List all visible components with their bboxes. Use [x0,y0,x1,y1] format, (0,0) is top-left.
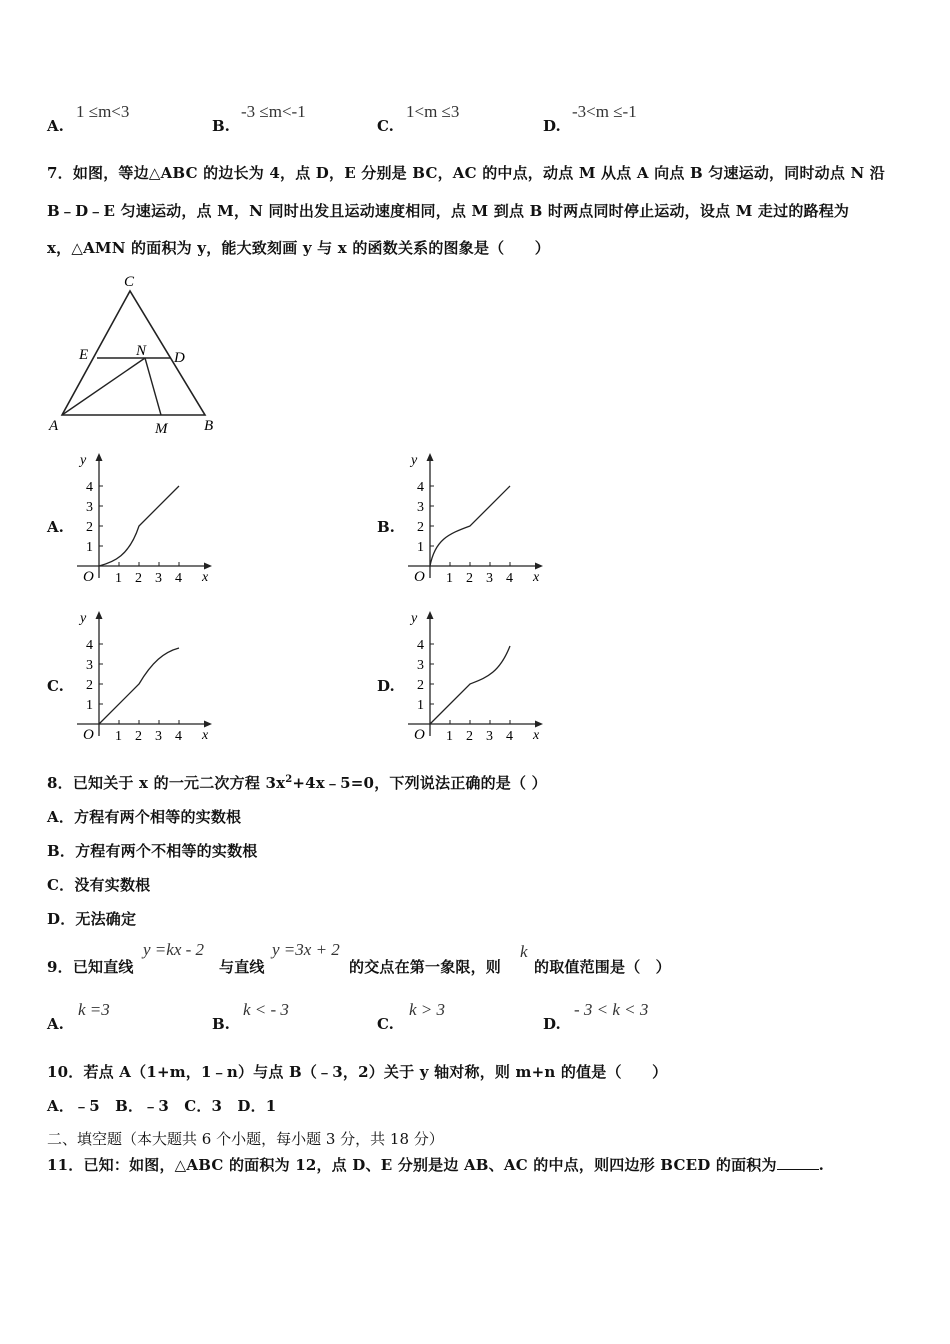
svg-text:3: 3 [486,729,493,744]
q8-option-d: D．无法确定 [47,910,137,928]
svg-text:O: O [414,727,425,743]
svg-text:1: 1 [446,729,453,744]
q7-option-c-label: C. [47,677,64,695]
q7-option-d-label: D. [377,677,395,695]
svg-text:x: x [533,728,540,743]
q9-option-b-label: B. [212,1015,230,1033]
q11-end: . [818,1156,825,1174]
svg-text:1: 1 [417,698,424,713]
q7-stem-line3: x，△AMN 的面积为 y，能大致刻画 y 与 x 的函数关系的图象是（ ） [47,239,550,257]
svg-text:1: 1 [115,571,122,586]
q9-option-d-label: D. [543,1015,561,1033]
q9-stem-part3: 的交点在第一象限，则 [349,958,502,976]
q9-option-c-label: C. [377,1015,394,1033]
svg-text:x: x [202,570,209,585]
svg-text:2: 2 [135,729,142,744]
q8-stem: 8．已知关于 x 的一元二次方程 $3x^2+4x﹣5=0$，下列说法正确的是（ ） [47,774,547,792]
svg-text:1: 1 [86,540,93,555]
q8-option-b: B．方程有两个不相等的实数根 [47,842,258,860]
svg-text:1: 1 [446,571,453,586]
svg-text:4: 4 [86,480,93,495]
svg-text:4: 4 [175,571,182,586]
q9-var-k: k [520,942,528,961]
q8-option-a: A．方程有两个相等的实数根 [47,808,242,826]
q7-graph-d [403,608,548,748]
q11-answer-blank[interactable] [777,1157,819,1170]
q11-stem: 11．已知：如图，△ABC 的面积为 12，点 D、E 分别是边 AB、AC 的中点，则四边形 BCED 的面积为 [47,1156,777,1174]
q6-option-b-label: B. [212,117,230,135]
segment-nm [145,358,161,415]
q6-option-a-expr: 1 ≤m<3 [76,102,130,121]
svg-text:3: 3 [486,571,493,586]
q6-option-d-expr: -3<m ≤-1 [572,102,637,121]
label-m: M [155,421,168,437]
svg-text:2: 2 [86,520,93,535]
q7-option-b-label: B. [377,518,395,536]
svg-text:1: 1 [417,540,424,555]
curve-b [430,486,510,566]
svg-text:3: 3 [417,658,424,673]
curve-a [99,486,179,566]
svg-text:3: 3 [417,500,424,515]
svg-text:3: 3 [86,500,93,515]
svg-text:2: 2 [417,678,424,693]
label-e: E [79,347,89,363]
label-a: A [49,418,59,434]
svg-text:4: 4 [417,638,424,653]
segment-an [62,358,145,415]
svg-text:1: 1 [86,698,93,713]
q10-options: A．﹣5 B．﹣3 C．3 D．1 [47,1097,277,1115]
q7-stem-line2: B﹣D﹣E 匀速运动，点 M，N 同时出发且运动速度相同，点 M 到点 B 时两点同时停止运动，设点 M 走过的路程为 [47,202,850,220]
svg-text:4: 4 [506,571,513,586]
svg-text:y: y [411,611,418,626]
q9-stem-part1: 9．已知直线 [47,958,134,976]
question-11 [47,1154,824,1175]
svg-text:2: 2 [86,678,93,693]
q9-equation-2: y =3x + 2 [272,940,340,959]
label-n: N [136,343,147,359]
svg-text:y: y [80,453,87,468]
svg-text:x: x [202,728,209,743]
svg-text:2: 2 [466,571,473,586]
label-b: B [204,418,214,434]
q7-option-a-label: A. [47,518,64,536]
svg-text:3: 3 [86,658,93,673]
q9-option-d-expr: - 3 < k < 3 [574,1000,649,1019]
q7-graph-b [403,450,548,590]
q9-stem-part2: 与直线 [219,958,265,976]
svg-text:y: y [80,611,87,626]
q10-stem: 10．若点 A（1+m，1﹣n）与点 B（﹣3，2）关于 y 轴对称，则 m+n 的值是（ ） [47,1063,668,1081]
q8-option-c: C．没有实数根 [47,876,151,894]
svg-text:2: 2 [417,520,424,535]
svg-text:3: 3 [155,571,162,586]
q9-option-b-expr: k < - 3 [243,1000,289,1019]
svg-text:4: 4 [506,729,513,744]
q6-option-a-label: A. [47,117,64,135]
svg-text:4: 4 [86,638,93,653]
q6-option-c-label: C. [377,117,394,135]
q9-option-c-expr: k > 3 [409,1000,446,1019]
q6-option-c-expr: 1<m ≤3 [406,102,460,121]
svg-text:x: x [533,570,540,585]
svg-text:y: y [411,453,418,468]
q9-stem-part4: 的取值范围是（ ） [534,958,671,976]
section-2-heading: 二、填空题（本大题共 6 个小题，每小题 3 分，共 18 分） [47,1130,444,1148]
svg-text:2: 2 [466,729,473,744]
label-d: D [174,350,185,366]
label-c: C [124,274,135,290]
curve-d [430,646,510,724]
curve-c [99,648,179,724]
q7-stem-line1: 7．如图，等边△ABC 的边长为 4，点 D，E 分别是 BC，AC 的中点，动点 M 从点 A 向点 B 匀速运动，同时动点 N 沿 [47,164,886,182]
q6-option-d-label: D. [543,117,561,135]
q9-option-a-expr: k =3 [78,1000,110,1019]
svg-text:O: O [83,569,94,585]
q7-graph-a [72,450,217,590]
q6-option-b-expr: -3 ≤m<-1 [241,102,306,121]
q9-equation-1: y =kx - 2 [143,940,205,959]
svg-text:O: O [414,569,425,585]
q7-graph-c [72,608,217,748]
q7-triangle-figure [40,270,230,440]
svg-text:4: 4 [175,729,182,744]
svg-text:2: 2 [135,571,142,586]
svg-text:O: O [83,727,94,743]
svg-text:1: 1 [115,729,122,744]
svg-text:4: 4 [417,480,424,495]
q9-option-a-label: A. [47,1015,64,1033]
svg-text:3: 3 [155,729,162,744]
